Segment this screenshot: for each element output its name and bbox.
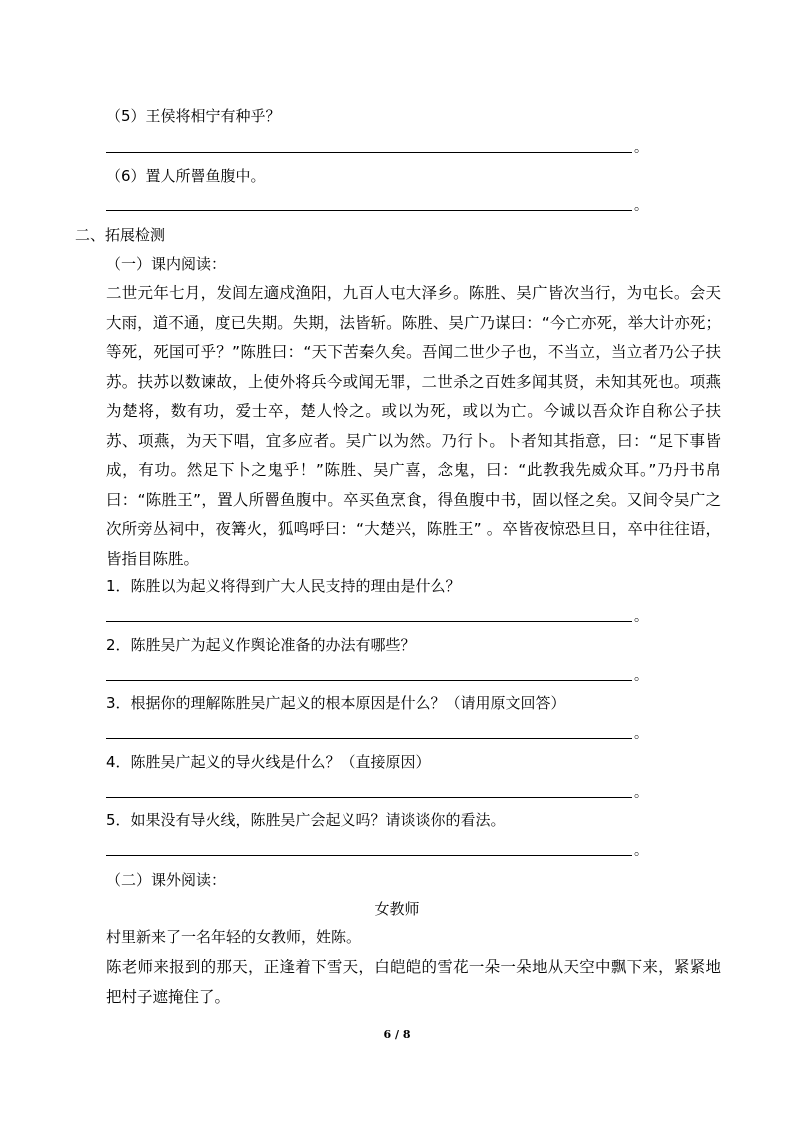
question-5: （5）王侯将相宁有种乎？ (106, 107, 281, 125)
period: 。 (634, 140, 648, 156)
period: 。 (634, 609, 648, 625)
question-item: 5．如果没有导火线，陈胜吴广会起义吗？请谈谈你的看法。 (106, 811, 506, 829)
question-6: （6）置人所罾鱼腹中。 (106, 167, 266, 185)
period: 。 (634, 785, 648, 801)
period: 。 (634, 668, 648, 684)
period: 。 (634, 726, 648, 742)
answer-line[interactable] (106, 738, 632, 739)
story-paragraph: 陈老师来报到的那天，正逢着下雪天，白皑皑的雪花一朵一朵地从天空中飘下来，紧紧地把村子遮掩住了。 (106, 958, 721, 1006)
question-item: 2．陈胜吴广为起义作舆论准备的办法有哪些？ (106, 636, 416, 654)
question-item: 3．根据你的理解陈胜吴广起义的根本原因是什么？（请用原文回答） (106, 694, 566, 712)
question-item: 4．陈胜吴广起义的导火线是什么？（直接原因） (106, 753, 431, 771)
page-number: 6 / 8 (383, 1028, 411, 1041)
period: 。 (634, 843, 648, 859)
subsection-heading: （二）课外阅读： (106, 871, 227, 889)
answer-line[interactable] (106, 797, 632, 798)
answer-line[interactable] (106, 152, 632, 153)
period: 。 (634, 198, 648, 214)
answer-line[interactable] (106, 210, 632, 211)
question-item: 1．陈胜以为起义将得到广大人民支持的理由是什么？ (106, 577, 461, 595)
subsection-heading: （一）课内阅读： (106, 255, 227, 273)
answer-line[interactable] (106, 855, 632, 856)
story-title: 女教师 (374, 900, 420, 918)
answer-line[interactable] (106, 680, 632, 681)
story-paragraph: 村里新来了一名年轻的女教师，姓陈。 (106, 928, 362, 946)
section-heading: 二、拓展检测 (75, 226, 166, 244)
answer-line[interactable] (106, 621, 632, 622)
reading-passage: 二世元年七月，发闾左適戍渔阳，九百人屯大泽乡。陈胜、吴广皆次当行，为屯长。会天大雨，道不通，度已失期。失期，法皆斩。陈胜、吴广乃谋曰：“今亡亦死，举大计亦死；等死，死国可乎？”陈胜曰：“天下苦秦久矣。吾闻二世少子也，不当立，当立者乃公子扶苏。扶苏以数谏故，上使外将兵今或闻无罪，二世杀之百姓多闻其贤，未知其死也。项燕为楚将，数有功，爱士卒，楚人怜之。或以为死，或以为亡。今诚以吾众诈自称公子扶苏、项燕，为天下唱，宜多应者。吴广以为然。乃行卜。卜者知其指意，曰：“足下事皆成，有功。然足下卜之鬼乎！”陈胜、吴广喜，念鬼，曰：“此教我先威众耳。”乃丹书帛曰：“陈胜王”，置人所罾鱼腹中。卒买鱼烹食，得鱼腹中书，固以怪之矣。又间令吴广之次所旁丛祠中，夜篝火，狐鸣呼曰：“大楚兴，陈胜王” 。卒皆夜惊恐旦日，卒中往往语，皆指目陈胜。 (106, 284, 721, 568)
